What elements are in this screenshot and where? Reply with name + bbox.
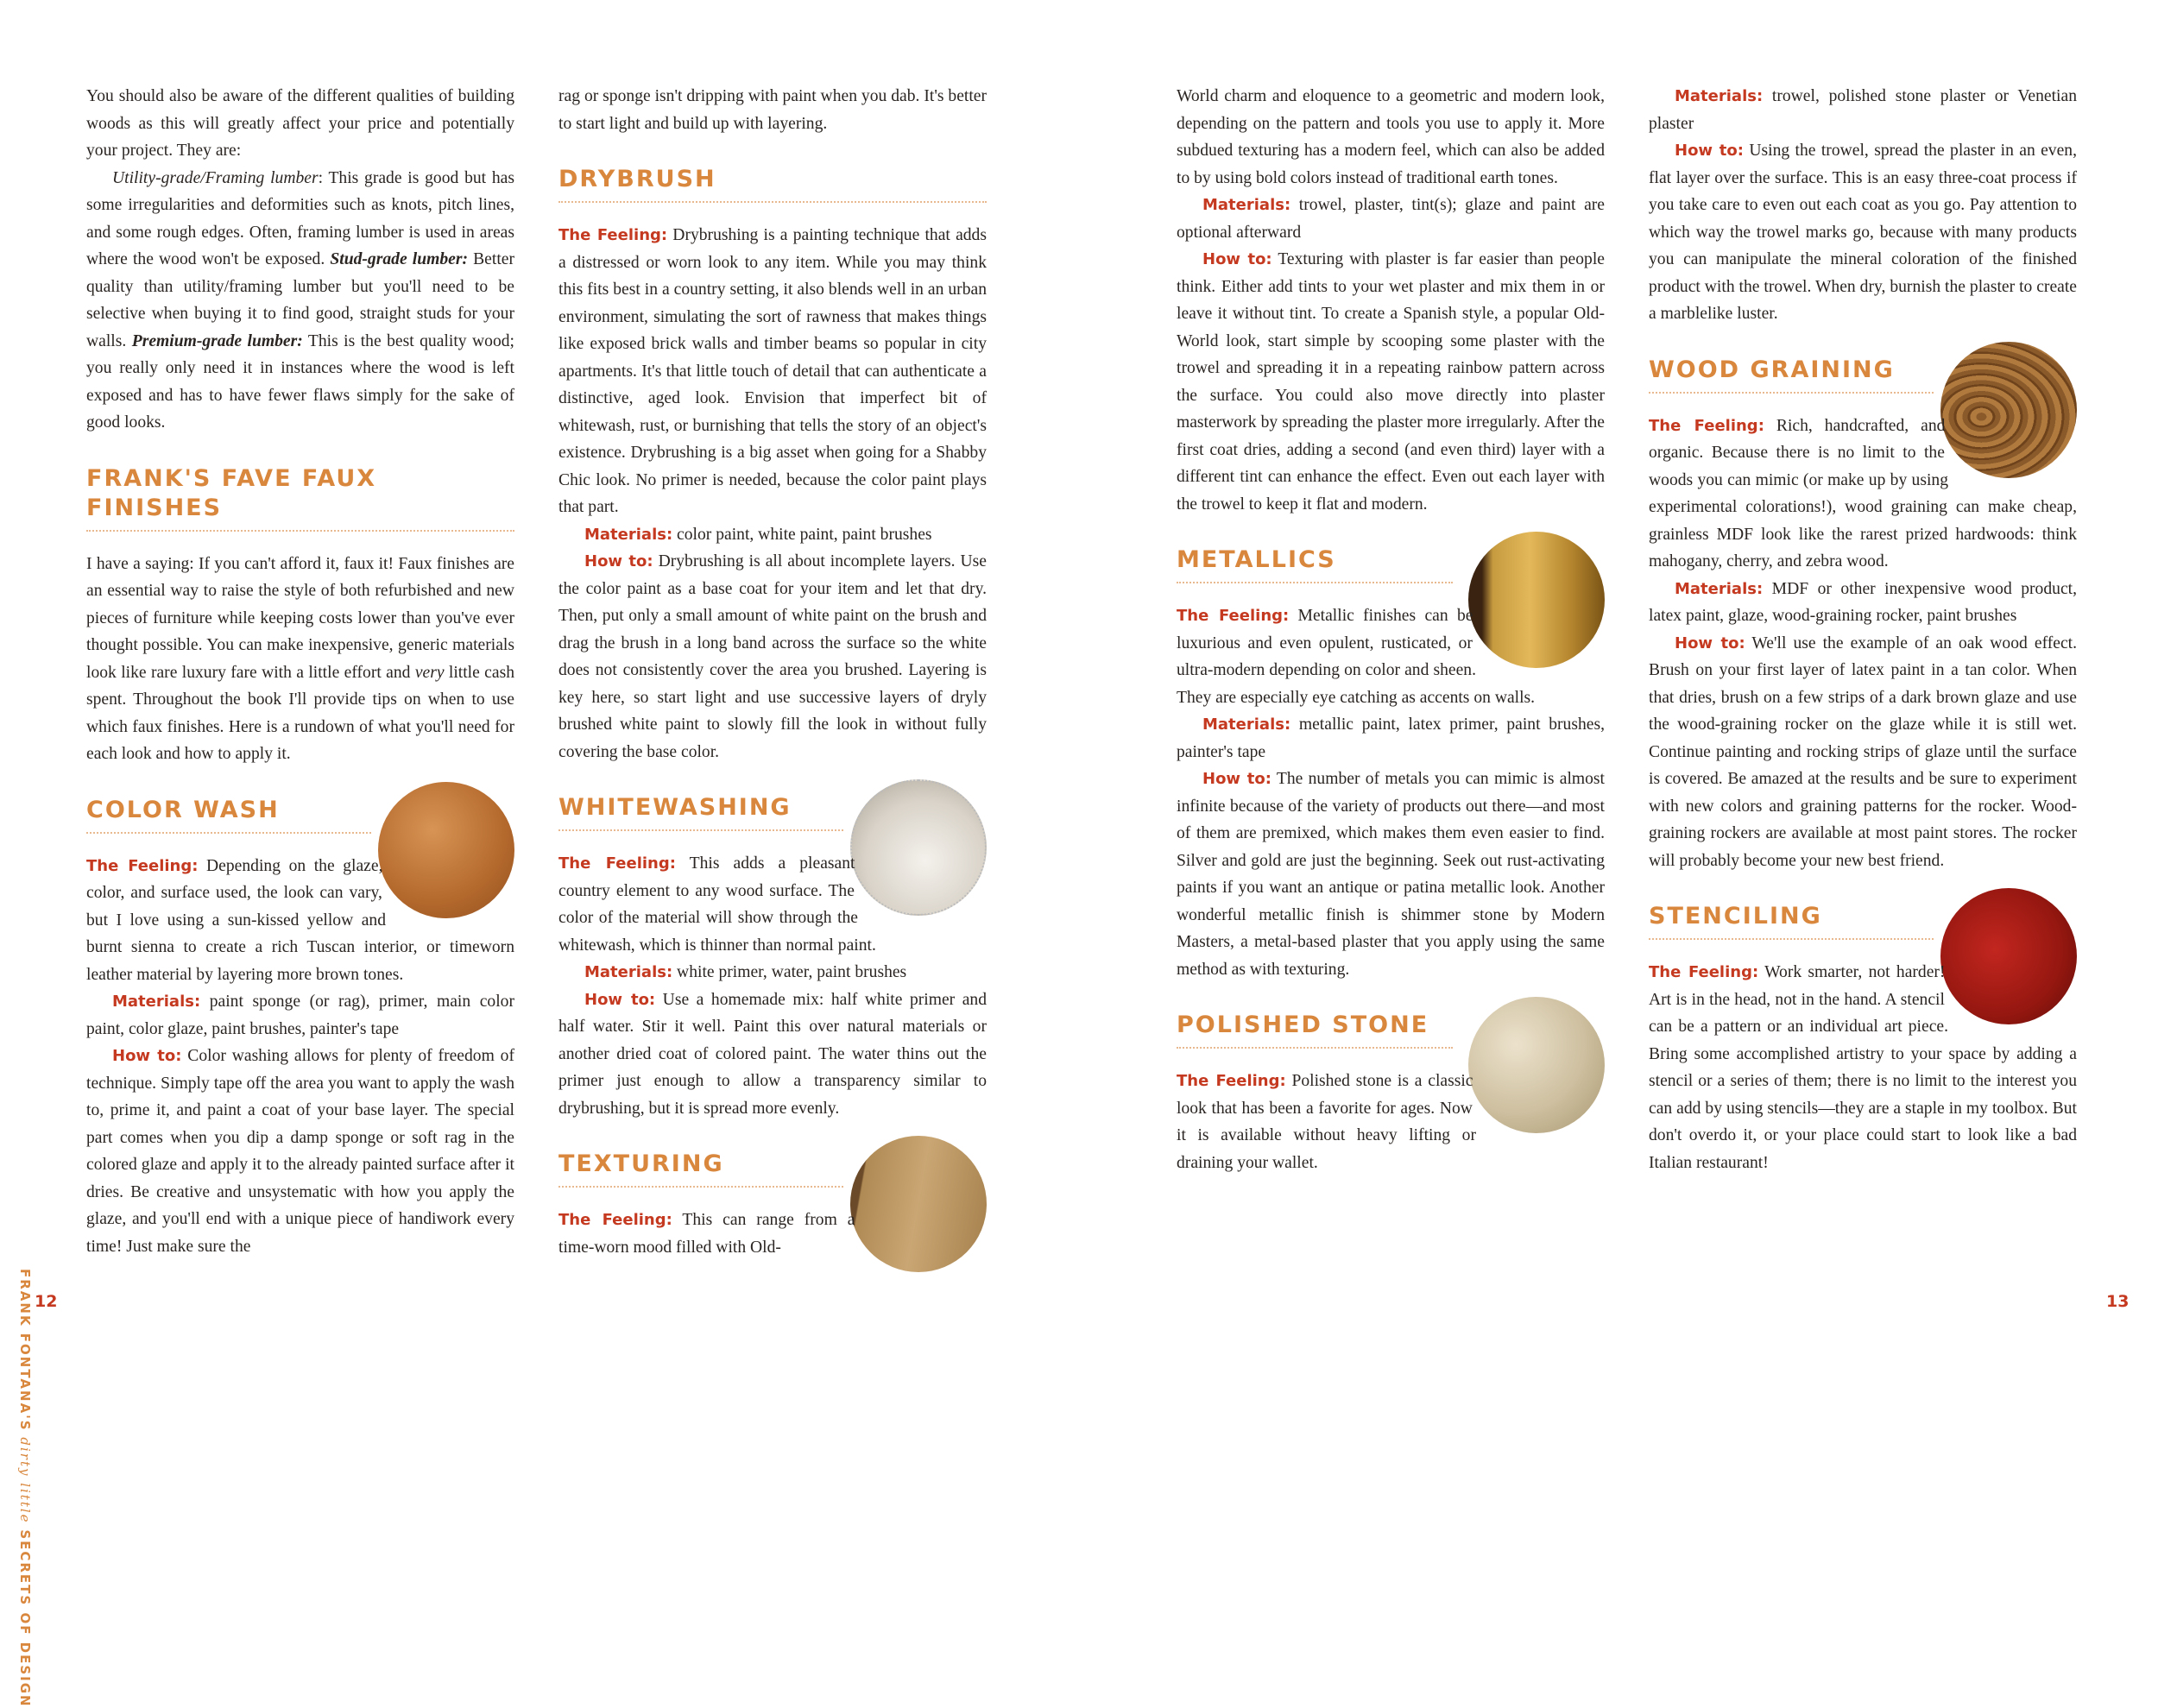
wood-graining-materials bbox=[1649, 576, 2077, 630]
wood-graining-materials-text: MDF or other inexpensive wood product, latex paint, glaze, wood-graining rocker, paint brushes bbox=[1649, 579, 2077, 625]
drybrush-materials bbox=[558, 521, 987, 549]
paragraph-texturing-continued: World charm and eloquence to a geometric and modern look, depending on the pattern and tools you use to apply it. More subdued texturing has a modern feel, which can also be added to by using bold colors instead of traditional earth tones. bbox=[1177, 87, 1605, 187]
heading-whitewashing: WHITEWASHING bbox=[558, 793, 843, 831]
label-feeling: The Feeling: bbox=[558, 226, 668, 244]
label-materials: Materials: bbox=[584, 525, 673, 544]
column-4 bbox=[1649, 83, 2077, 1176]
heading-stenciling: STENCILING bbox=[1649, 902, 1934, 940]
polished-stone-how-to bbox=[1649, 137, 2077, 328]
label-how-to: How to: bbox=[1675, 633, 1745, 652]
drybrush-feeling-text: Drybrushing is a painting technique that adds a distressed or worn look to any item. While you may think this fits best in a country setting, it also blends well in an urban environment, simulating the sort of rawness that makes things like exposed brick walls and timber beams so popular in city apartments. It's that little touch of detail that can authenticate a distinctive, aged look. Envision that imperfect bit of whitewash, rust, or burnishing that tells the story of an object's existence. Drybrushing is a big asset when going for a Shabby Chic look. No primer is needed, because the color paint plays that part. bbox=[558, 226, 987, 516]
label-materials: Materials: bbox=[1202, 715, 1291, 734]
whitewashing-materials bbox=[558, 959, 987, 986]
label-materials: Materials: bbox=[1202, 196, 1291, 214]
heading-drybrush: DRYBRUSH bbox=[558, 165, 987, 203]
polished-stone-feeling-text: Polished stone is a classic look that has been a favorite for ages. Now it is available without heavy lifting or draining your wallet. bbox=[1177, 1072, 1476, 1172]
page-number-left: 12 bbox=[35, 1292, 58, 1311]
texturing-photo bbox=[850, 1136, 987, 1272]
heading-wood-graining: WOOD GRAINING bbox=[1649, 356, 1934, 394]
polished-stone-how-to-text: Using the trowel, spread the plaster in an even, flat layer over the surface. This is an easy three-coat process if you take care to even out each coat as you go. Pay attention to which way the trowel marks go, because with many products you can manipulate the mineral coloration of the finished product with the trowel. When dry, burnish the plaster to create a marblelike luster. bbox=[1649, 142, 2077, 323]
label-materials: Materials: bbox=[1675, 87, 1764, 105]
color-wash-materials bbox=[86, 988, 514, 1043]
label-how-to: How to: bbox=[584, 990, 656, 1009]
drybrush-feeling bbox=[558, 222, 987, 521]
drybrush-how-to bbox=[558, 548, 987, 766]
column-1 bbox=[86, 83, 514, 1260]
grade-stud-text: Better quality than utility/framing lumber but you'll need to be selective when buying it to find good, straight studs for your walls. bbox=[86, 250, 514, 350]
paragraph-intro: You should also be aware of the different qualities of building woods as this will greatly affect your price and potentially your project. They are: bbox=[86, 87, 514, 160]
whitewashing-how-to-text: Use a homemade mix: half white primer and half water. Stir it well. Paint this over natural materials or another dried coat of colored paint. The water thins out the primer just enough to allow a transparency similar to drybrushing, but it is spread more evenly. bbox=[558, 990, 987, 1118]
running-head-script: dirty little bbox=[17, 1437, 33, 1524]
whitewashing-feeling-text: This adds a pleasant country element to any wood surface. The color of the material will show through the whitewash, which is thinner than normal paint. bbox=[558, 854, 876, 955]
stenciling-photo bbox=[1940, 888, 2077, 1024]
running-head-title: SECRETS OF DESIGN bbox=[17, 1529, 33, 1708]
whitewashing-photo bbox=[850, 779, 987, 916]
label-feeling: The Feeling: bbox=[1177, 607, 1290, 625]
polished-stone-photo bbox=[1468, 997, 1605, 1133]
grade-premium-label: Premium-grade lumber: bbox=[131, 331, 303, 350]
wood-graining-how-to bbox=[1649, 630, 2077, 875]
metallics-how-to-text: The number of metals you can mimic is almost infinite because of the variety of products out there—and most of them are premixed, which makes them even easier to find. Silver and gold are just the beginning. Seek out rust-activating paints if you want an antique or patina metallic look. Another wonderful metallic finish is shimmer stone by Modern Masters, a metal-based plaster that you apply using the same method as with texturing. bbox=[1177, 770, 1605, 979]
metallics-photo bbox=[1468, 532, 1605, 668]
heading-texturing: TEXTURING bbox=[558, 1150, 843, 1188]
label-materials: Materials: bbox=[112, 993, 201, 1011]
running-head-author: FRANK FONTANA'S bbox=[17, 1269, 33, 1432]
whitewashing-how-to bbox=[558, 986, 987, 1123]
texturing-feeling-text: This can range from a time-worn mood filled with Old- bbox=[558, 1211, 855, 1257]
grade-premium-text: This is the best quality wood; you really only need it in instances where the wood is left exposed and has to have fewer flaws simply for the sake of good looks. bbox=[86, 331, 514, 432]
paragraph-lumber-grades bbox=[86, 165, 514, 437]
polished-stone-materials-text: trowel, polished stone plaster or Venetian plaster bbox=[1649, 87, 2077, 133]
color-wash-how-to bbox=[86, 1043, 514, 1260]
texturing-materials bbox=[1177, 192, 1605, 246]
label-feeling: The Feeling: bbox=[86, 856, 199, 875]
label-how-to: How to: bbox=[1202, 250, 1272, 268]
metallics-feeling-text: Metallic finishes can be luxurious and even opulent, rusticated, or ultra-modern depending on color and sheen. They are especially eye catching as accents on walls. bbox=[1177, 607, 1536, 707]
faux-text-b: little cash spent. Throughout the book I'll provide tips on when to use which faux finishes. Here is a rundown of what you'll need for each look and how to apply it. bbox=[86, 663, 514, 763]
color-wash-how-to-text: Color washing allows for plenty of freedom of technique. Simply tape off the area you want to apply the wash to, prime it, and paint a coat of your base layer. The special part comes when you dip a damp sponge or soft rag in the colored glaze and apply it to the already painted surface after it dries. Be creative and unsystematic with how you apply the glaze, and you'll end with a unique piece of handiwork every time! Just make sure the bbox=[86, 1047, 514, 1256]
texturing-materials-text: trowel, plaster, tint(s); glaze and paint are optional afterward bbox=[1177, 196, 1605, 242]
wood-graining-feeling-text: Rich, handcrafted, and organic. Because there is no limit to the woods you can mimic (or make up by using experimental colorations!), wood graining can make cheap, grainless MDF look like the rarest prized hardwoods: think mahogany, cherry, and zebra wood. bbox=[1649, 416, 2077, 570]
color-wash-feeling-text: Depending on the glaze, color, and surface used, the look can vary, but I love using a sun-kissed yellow and burnt sienna to create a rich Tuscan interior, or timeworn leather material by layering more brown tones. bbox=[86, 856, 514, 984]
heading-color-wash: COLOR WASH bbox=[86, 796, 371, 834]
faux-text-a: I have a saying: If you can't afford it, faux it! Faux finishes are an essential way to raise the style of both refurbished and new pieces of furniture while keeping costs lower than you've ever thought possible. You can make inexpensive, generic materials look like rare luxury fare with a little effort and bbox=[86, 554, 514, 682]
page-number-right: 13 bbox=[2106, 1292, 2130, 1311]
whitewashing-materials-text: white primer, water, paint brushes bbox=[672, 963, 907, 981]
grade-utility-label: Utility-grade/Framing lumber bbox=[112, 168, 319, 187]
metallics-materials-text: metallic paint, latex primer, paint brushes, painter's tape bbox=[1177, 715, 1605, 761]
metallics-materials bbox=[1177, 711, 1605, 766]
label-feeling: The Feeling: bbox=[558, 854, 676, 873]
grade-stud-label: Stud-grade lumber: bbox=[330, 250, 468, 268]
drybrush-how-to-text: Drybrushing is all about incomplete layers. Use the color paint as a base coat for your item and let that dry. Then, put only a small amount of white paint on the brush and drag the brush in a long band across the surface so the white does not consistently cover the area you brushed. Layering is key here, so start light and use successive layers of dryly brushed white paint to slowly fill the look in without fully covering the base color. bbox=[558, 552, 987, 761]
heading-polished-stone: POLISHED STONE bbox=[1177, 1011, 1453, 1049]
column-2 bbox=[558, 83, 987, 1276]
label-feeling: The Feeling: bbox=[558, 1211, 672, 1229]
grade-utility-text: : This grade is good but has some irregularities and deformities such as knots, pitch lines, and some rough edges. Often, framing lumber is used in areas where the wood won't be exposed. bbox=[86, 168, 514, 268]
stenciling-feeling-text: Work smarter, not harder! Art is in the head, not in the hand. A stencil can be a pattern or an individual art piece. Bring some accomplished artistry to your space by adding a stencil or a series of them; there is no limit to the interest you can add by using stencils—they are a staple in my toolbox. But don't overdo it, or your place could start to look like a bad Italian restaurant! bbox=[1649, 963, 2077, 1172]
label-how-to: How to: bbox=[584, 552, 653, 570]
drybrush-materials-text: color paint, white paint, paint brushes bbox=[672, 525, 932, 544]
heading-metallics: METALLICS bbox=[1177, 545, 1453, 583]
label-how-to: How to: bbox=[112, 1047, 182, 1065]
wood-graining-how-to-text: We'll use the example of an oak wood effect. Brush on your first layer of latex paint in a tan color. When that dries, brush on a few strips of a dark brown glaze and use the wood-graining rocker on the glaze while it is still wet. Continue painting and rocking strips of glaze until the surface is covered. Be amazed at the results and be sure to experiment with new colors and graining patterns for the rocker. Wood-graining rockers are available at most paint stores. The rocker will probably become your new best friend. bbox=[1649, 633, 2078, 870]
texturing-how-to bbox=[1177, 246, 1605, 518]
label-feeling: The Feeling: bbox=[1177, 1072, 1286, 1090]
label-feeling: The Feeling: bbox=[1649, 963, 1759, 981]
column-3 bbox=[1177, 83, 1605, 1176]
wood-graining-photo bbox=[1940, 342, 2077, 478]
label-how-to: How to: bbox=[1675, 142, 1744, 160]
texturing-how-to-text: Texturing with plaster is far easier than people think. Either add tints to your wet plaster and mix them in or leave it without tint. To create a Spanish style, a popular Old-World look, start simple by scooping some plaster with the trowel and spreading it in a repeating rainbow pattern across the surface. You could also move directly into plaster masterwork by spreading the plaster more irregularly. After the first coat dries, adding a second (and even third) layer with a different tint can enhance the effect. Even out each layer with the trowel to keep it flat and modern. bbox=[1177, 250, 1605, 514]
heading-faux-finishes: FRANK'S FAVE FAUX FINISHES bbox=[86, 464, 514, 532]
label-materials: Materials: bbox=[584, 963, 673, 981]
metallics-how-to bbox=[1177, 766, 1605, 983]
label-materials: Materials: bbox=[1675, 579, 1764, 598]
paragraph-drybrush-continued: rag or sponge isn't dripping with paint when you dab. It's better to start light and build up with layering. bbox=[558, 87, 987, 133]
color-wash-materials-text: paint sponge (or rag), primer, main color paint, color glaze, paint brushes, painter's tape bbox=[86, 993, 514, 1038]
polished-stone-materials bbox=[1649, 83, 2077, 137]
faux-emphasis: very bbox=[414, 663, 445, 682]
label-how-to: How to: bbox=[1202, 770, 1271, 788]
color-wash-swatch bbox=[378, 782, 514, 918]
paragraph-faux-intro bbox=[86, 551, 514, 768]
label-feeling: The Feeling: bbox=[1649, 416, 1764, 435]
